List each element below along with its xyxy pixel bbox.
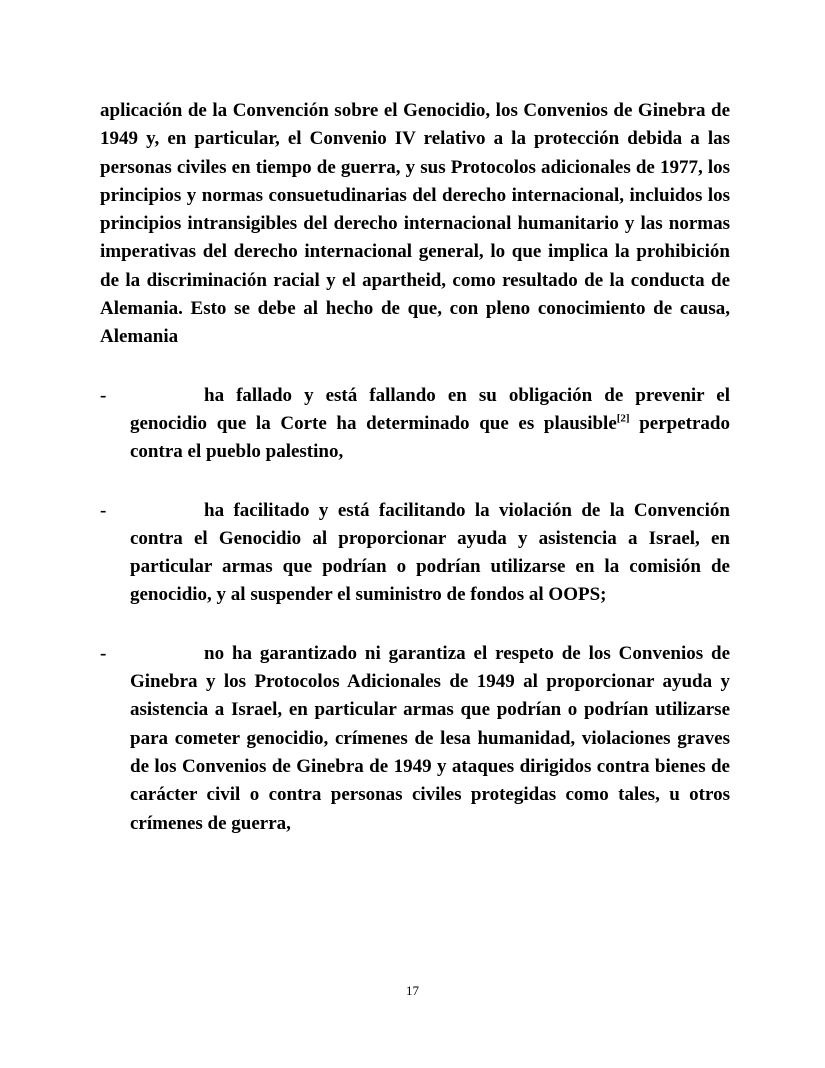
list-item-text-main: ha fallado y está fallando en su obligación de prevenir el genocidio que la Corte ha determinado que es plausible (130, 384, 730, 434)
claims-list (100, 382, 730, 838)
list-item-text-after: perpetrado contra el pueblo palestino, (130, 412, 731, 463)
list-item-text-main: ha facilitado y está facilitando la violación de la Convención contra el Genocidio al proporcionar ayuda y asistencia a Israel, en particular armas que podrían o podrían utilizarse en la comisión de genocidio, y al suspender el suministro de fondos al OOPS; (130, 499, 730, 606)
dash-marker: - (100, 499, 107, 521)
list-item-text (130, 640, 730, 838)
list-item-text (130, 382, 730, 467)
list-item (100, 640, 730, 838)
list-item-text-main: no ha garantizado ni garantiza el respeto de los Convenios de Ginebra y los Protocolos Adicionales de 1949 al proporcionar ayuda y asistencia a Israel, en particular armas que podrían o podrían utilizarse para cometer genocidio, crímenes de lesa humanidad, violaciones graves de los Convenios de Ginebra de 1949 y ataques dirigidos contra bienes de carácter civil o contra personas civiles protegidas como tales, u otros crímenes de guerra, (130, 642, 730, 834)
body-paragraph: aplicación de la Convención sobre el Genocidio, los Convenios de Ginebra de 1949 y, en particular, el Convenio IV relativo a la protección debida a las personas civiles en tiempo de guerra, y sus Protocolos adicionales de 1977, los principios y normas consuetudinarias del derecho internacional, incluidos los principios intransigibles del derecho internacional humanitario y las normas imperativas del derecho internacional general, lo que implica la prohibición de la discriminación racial y el apartheid, como resultado de la conducta de Alemania. Esto se debe al hecho de que, con pleno conocimiento de causa, Alemania (100, 100, 730, 348)
page-content (100, 97, 730, 838)
dash-marker: - (100, 642, 107, 664)
list-item (100, 497, 730, 610)
list-item-text (130, 497, 730, 610)
list-item (100, 382, 730, 467)
footnote-reference: [2] (616, 412, 630, 425)
dash-marker: - (100, 384, 107, 406)
page-number: 17 (406, 983, 419, 998)
